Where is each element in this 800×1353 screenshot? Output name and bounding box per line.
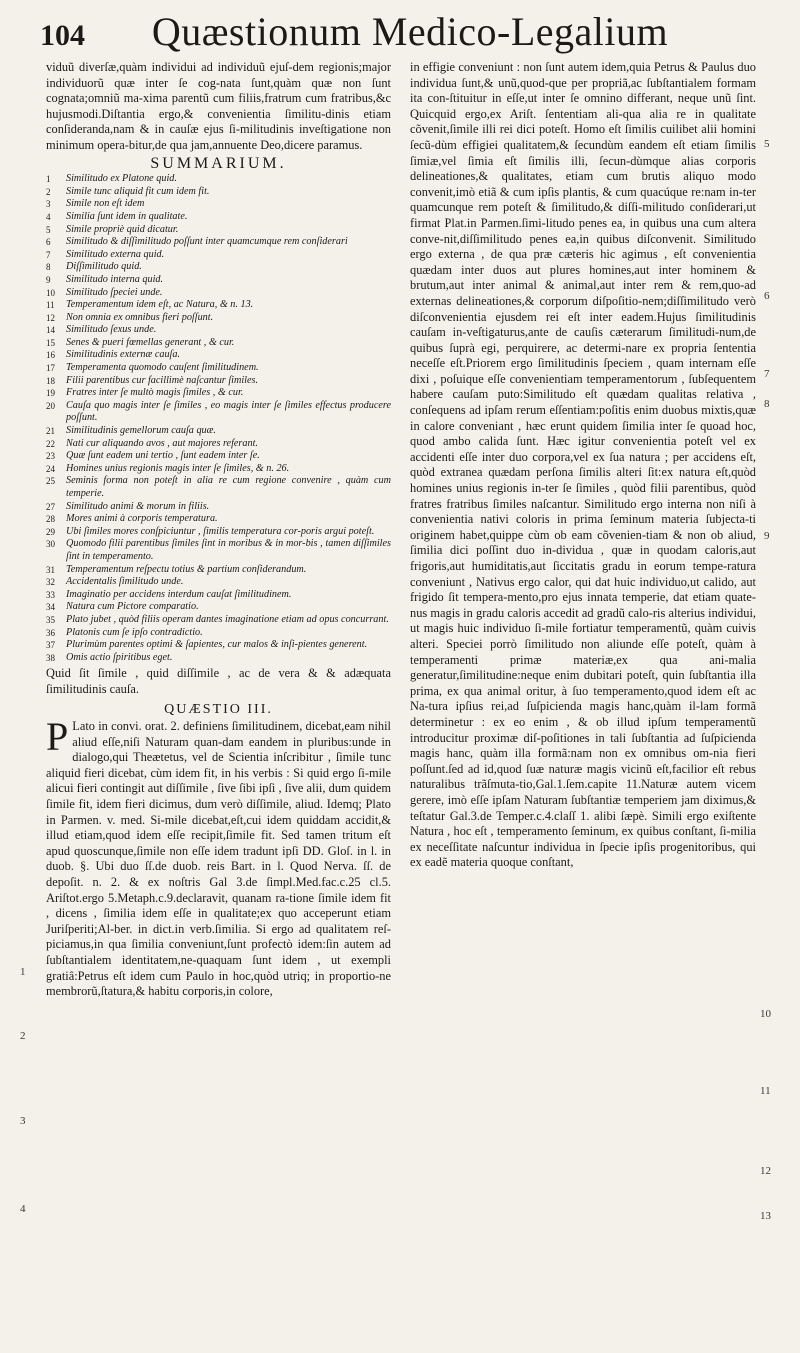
margin-number: 9 <box>764 530 770 542</box>
summary-item-text: Mores animi à corporis temperatura. <box>66 513 218 525</box>
running-title: Quæstionum Medico-Legalium <box>151 9 669 54</box>
summary-item <box>46 274 391 287</box>
question-lead: Quid ſit ſimile , quid diſſimile , ac de vera & & adæquata ſimilitudinis cauſa. <box>46 666 391 696</box>
summary-item <box>46 299 391 312</box>
summary-item-text: Similitudo interna quid. <box>66 273 164 285</box>
summary-item-text: Quomodo filii parentibus ſimiles ſint in moribus & in mor-bis , tamen diſſimiles ſint in temperamento. <box>66 538 391 562</box>
summary-item-text: Seminis forma non poteſt in alia re cum regione convenire , quàm cum temperie. <box>66 475 391 499</box>
summary-item-text: Ubi ſimiles mores conſpiciuntur , ſimilis temperatura cor-poris argui poteſt. <box>66 525 375 537</box>
margin-number: 4 <box>20 1203 26 1215</box>
summary-item-text: Platonis cum ſe ipſo contradictio. <box>66 626 203 638</box>
summary-item-number: 32 <box>46 577 55 588</box>
summary-item-text: Simile tunc aliquid fit cum idem fit. <box>66 185 210 197</box>
summary-item <box>46 614 391 627</box>
margin-number: 8 <box>764 398 770 410</box>
summary-item-number: 25 <box>46 476 55 487</box>
summary-item-text: Quæ ſunt eadem uni tertio , ſunt eadem inter ſe. <box>66 450 260 462</box>
summary-item-number: 12 <box>46 312 55 323</box>
summary-item-number: 30 <box>46 539 55 550</box>
summary-item <box>46 601 391 614</box>
summary-item-number: 3 <box>46 199 51 210</box>
summary-item <box>46 211 391 224</box>
summary-item <box>46 627 391 640</box>
summary-item-number: 19 <box>46 388 55 399</box>
summary-item <box>46 186 391 199</box>
summary-item-number: 11 <box>46 300 55 311</box>
summary-item-text: Imaginatio per accidens interdum cauſat ſimilitudinem. <box>66 588 292 600</box>
summary-item-number: 7 <box>46 249 51 260</box>
summary-item <box>46 349 391 362</box>
intro-paragraph: viduũ diverſæ,quàm individui ad individuũ ejuſ-dem regionis;major individuorũ quæ inter ſe cog-nata ſunt,quàm quæ non ſunt cognata;omniũ ma-xima parentũ cum filiis,fratrum cum fratribus,&c hujusmodi.Diſtantia ergo,& convenientia ſimilitu-dinis etiam conſideranda,nam & in cauſæ ejus ſi-militudinis inveſtigatione non minimum opera-bitur,de qua jam,annuente Deo,dicere paramus. <box>46 60 391 152</box>
summary-item-number: 15 <box>46 337 55 348</box>
summary-item <box>46 173 391 186</box>
summary-item-text: Similitudo ſpeciei unde. <box>66 286 163 298</box>
drop-capital: P <box>46 714 69 760</box>
margin-number: 7 <box>764 368 770 380</box>
summary-item-number: 38 <box>46 652 55 663</box>
summary-item-number: 31 <box>46 564 55 575</box>
question-title: QUÆSTIO III. <box>164 701 273 717</box>
summary-item <box>46 249 391 262</box>
summary-item-text: Natura cum Pictore comparatio. <box>66 601 199 613</box>
summary-item-number: 33 <box>46 589 55 600</box>
summary-item-number: 2 <box>46 186 51 197</box>
summary-item-number: 28 <box>46 514 55 525</box>
summary-item <box>46 463 391 476</box>
summary-item-text: Similia ſunt idem in qualitate. <box>66 210 188 222</box>
summary-item <box>46 526 391 539</box>
margin-number: 1 <box>20 966 26 978</box>
summary-item <box>46 538 391 563</box>
summary-item-number: 20 <box>46 400 55 411</box>
page-number: 104 <box>40 19 85 52</box>
summary-item-number: 23 <box>46 451 55 462</box>
summary-item-text: Omis actio ſpiritibus eget. <box>66 651 173 663</box>
summary-item-text: Simile propriè quid dicatur. <box>66 223 179 235</box>
summary-item-text: Diſſimilitudo quid. <box>66 261 142 273</box>
summary-item <box>46 576 391 589</box>
summary-item-text: Senes & pueri fœmellas generant , & cur. <box>66 336 235 348</box>
summary-item-number: 34 <box>46 602 55 613</box>
summary-item-text: Non omnia ex omnibus fieri poſſunt. <box>66 311 214 323</box>
summary-item-text: Temperamenta quomodo cauſent ſimilitudinem. <box>66 362 259 374</box>
margin-number: 13 <box>760 1210 771 1222</box>
summary-item-number: 8 <box>46 262 51 273</box>
summary-item-number: 35 <box>46 614 55 625</box>
summary-item-text: Temperamentum idem eſt, ac Natura, & n. 13. <box>66 299 254 311</box>
summary-item-number: 6 <box>46 237 51 248</box>
summary-item <box>46 639 391 652</box>
summary-item <box>46 438 391 451</box>
summary-item-number: 18 <box>46 375 55 386</box>
summary-item-number: 37 <box>46 640 55 651</box>
summary-item-text: Nati cur aliquando avos , aut majores referant. <box>66 437 258 449</box>
summary-item-number: 17 <box>46 363 55 374</box>
summary-item-text: Plato jubet , quòd filiis operam dantes imaginatione etiam ad opus concurrant. <box>66 613 389 625</box>
summary-item-text: Homines unius regionis magis inter ſe ſimiles, & n. 26. <box>66 462 290 474</box>
summary-item <box>46 501 391 514</box>
summary-title: SUMMARIUM. <box>150 154 287 172</box>
summary-item-number: 27 <box>46 501 55 512</box>
summary-item <box>46 425 391 438</box>
summary-item-text: Similitudo externa quid. <box>66 248 165 260</box>
summary-item-text: Filii parentibus cur facillimè naſcantur ſimiles. <box>66 374 259 386</box>
summary-item <box>46 324 391 337</box>
summary-item <box>46 387 391 400</box>
summary-item <box>46 400 391 425</box>
summary-item <box>46 198 391 211</box>
summary-item-text: Plurimùm parentes optimi & ſapientes, cur malos & inſi-pientes generent. <box>66 639 368 651</box>
summary-item-number: 22 <box>46 438 55 449</box>
summary-item <box>46 337 391 350</box>
summary-item-number: 24 <box>46 463 55 474</box>
summary-item-text: Cauſa quo magis inter ſe ſimiles , eo magis inter ſe ſimiles effectus producere poſſunt. <box>66 399 391 424</box>
summary-item-number: 10 <box>46 287 55 298</box>
summary-item <box>46 236 391 249</box>
summary-item <box>46 652 391 665</box>
summary-item <box>46 589 391 602</box>
summary-item-number: 9 <box>46 274 51 285</box>
summary-item <box>46 564 391 577</box>
summary-item <box>46 450 391 463</box>
right-body: in effigie conveniunt : non ſunt autem idem,quia Petrus & Paulus duo individua ſunt,& unũ,quod-que per propriã,ac ſubſtantialem formam ita con-ſtituitur in eſſe,ut inter ſe omnino differant, neque unũ ſint. Quicquid ergo,ex Ariſt. ſententiam ali-qua alia re in qualitate cõvenit,ſimile illi rei dici poteſt. Homo eſt ſimilis cuilibet alii homini ſecũ-dùm effigiei qualitatem,& ſecundùm eandem eſt etiam ſimilis ſimiæ,vel ſimia eſt ſimilis illi, ſecun-dùmque alias corporis delineationes,& qualitates, etiam cum brutis aliquo modo convenit,imò etiã & cum ipſis plantis, & cum quacúque re:nam in-ter quamcunque rem poteſt & ſimilitudo,& diſſi-militudo conſiderari,ut firmat Plat.in Parmen.ſimi-litudo penes ea, in quibus una cum altera conve-nit,diſſimilitudo penes ea,in quibus diſconvenit. Similitudo ergo externa , de qua præ cæteris hic agimus , eſt convenientia quædam inter duos aut plures homines,aut inter hominem & brutum,aut inter animal & animal,aut inter rem & rem,quo-ad externas delineationes,& corporum diſpoſitio-nem;diſſimilitudo verò diſconvenientia ejusdem rei eſt inter eadem.Hujus ſimilitudinis cauſam in-veſtigaturus,ante de cauſis cæterarum ſimilitudi-num,de quibus ſuprà egi, perquirere, ac determi-nare ex propria ſententia neceſſe eſt.Priorem ergo ſimilitudinis ſpeciem , quam internam eſſe dixi , poſuique eſſe convenientiam temperamentorum , ſubſequentem habere cauſam puto:Similitudo eſt quædam qualitas relativa , conſequens ad ipſam rerum eſſentiam:poſitis enim duobus mixtis,quæ in calore conveniant , hæc erunt quidem ſimilia inter ſe quoad hoc, quod ambo calida ſunt. Hæc igitur convenientia poteſt vel ex accidenti eſſe inter duo corpora,vel ex ſua natura ; per accidens eſt, quòd extranea quædam perſona ſimilis alteri ſit:ex natura eſt,quòd homines unius regionis in-ter ſe ſimiles , quòd filii parentibus, quòd fratres fratribus ſimiles naſcantur. Similitudo ergo interna non niſi à convenientia nativi coloris in prima ſeminum materia ſubjecta-ti originem habet,quippe cùm ob eam cõvenien-tiam & non ob aliud, ſimilia dici poſſint duo in-dividua , quæ in quodam caloris,aut frigoris,aut humiditatis,aut ſiccitatis gradu in eorum tempe-ratura conveniunt , Nativus ergo calor, qui dat huic individuo,ut calido, aut frigido ſit tempera-mento,pro ejus innata temperie, dat etiam quate-nus magis in gradu caloris accedit ad gradũ calo-ris alterius individui, ut magis huic individuo ſi-mile fortiatur temperamentũ, quàm cuivis alteri. Speciei porrò ſimilitudo non aliunde eſſe poteſt, quàm à temperamenti primæ materiæ,ex qua ani-malia generatur,ſimilitudine:neque enim dubitari poteſt, quin ſubſtantia illa prima, ex qua animal oritur, à ſuo temperamento,quod idem eſt ac Na-tura ipſius rei,ad ſuſpicienda magis hanc,quàm il-lam formã determinetur : ex eo enim , & ob illud ipſum temperamentũ introducitur proximæ diſ-poſitiones in tali ſubſtantia ad ſuſpicienda magis hanc, quàm illa formã:nam non ex omnibus om-nia fieri poſſunt.ſed ad id,quod ſuæ naturæ magis vicinũ eſt,facilior eſt rebus naturalibus trãſmuta-tio,Gal.1.ſem.capite 11.Naturæ autem vicem gerere, imò eſſe ipſam Naturam ſubſtantiæ temperiem jam diximus,& teſtatur Gal.3.de Temper.c.4.claſſ 1. alibi ſæpè. Simili ergo exiſtente Natura , hoc eſt , temperamento ſeminum, ex quibus conſtant, ſi-milia ex neceſſitate naſcuntur individua in ſpecie ipſis progenitoribus, qui ex eadẽ materia quoque conſtant, <box>410 60 756 870</box>
summary-item-number: 16 <box>46 350 55 361</box>
summary-item-number: 5 <box>46 224 51 235</box>
summary-item <box>46 287 391 300</box>
margin-number: 6 <box>764 290 770 302</box>
summary-item-number: 14 <box>46 325 55 336</box>
margin-number: 3 <box>20 1115 26 1127</box>
summary-item-text: Similitudo & diſſimilitudo poſſunt inter quamcumque rem conſiderari <box>66 236 348 248</box>
question-body <box>46 714 391 1000</box>
summary-item-text: Similitudo animi & morum in filiis. <box>66 500 210 512</box>
summary-list <box>46 173 391 664</box>
margin-number: 10 <box>760 1008 771 1020</box>
margin-number: 5 <box>764 138 770 150</box>
margin-number: 11 <box>760 1085 771 1097</box>
summary-item-number: 4 <box>46 211 51 222</box>
summary-item-text: Similitudinis externæ cauſa. <box>66 349 181 361</box>
summary-item-text: Similitudo ex Platone quid. <box>66 173 177 185</box>
left-column <box>46 60 391 1000</box>
question-text: Lato in convi. orat. 2. definiens ſimilitudinem, dicebat,eam nihil aliud eſſe,niſi Naturam quan-dam eandem in pluribus:unde in dialogo,qui Theætetus, vel de Scientia inſcribitur , ſimile tunc aliquid fieri dicebat, cùm idem fit, in his verbis : Si quid ergo ſi-mile alicui fieri contingit aut diſſimile , ſive ſibi ipſi , ſive alii, dum quidem ſimile fit, idem fieri dicimus, dum verò diſſimile, aliud. Idemq; Plato in Parmen. v. med. Si-mile dicebat,eſt,cui idem quiddam accidit,& illud etiam,quod idem eſſe recipit,ſimile fit. Sed tamen tritum eſt apud quoscunque,ſimile non eſſe idem tradunt ipſi DD. Gloſ. in l. in duob. §. Ubi duo ſſ.de duob. reis Bart. in l. Quod Nerva. ſſ. de depoſit. n. 2. & ex noſtris Gal 3.de ſimpl.Med.fac.c.25 cl.5. Ariſtot.ergo 5.Metaph.c.9.declaravit, quanam ra-tione ſimile idem fit , dicens , ſimilia idem eſſe in qualitate;ex quo acceperunt etiam Juriſperiti;Al-ber. in dict.in verb.ſimilia. Si ergo ad qualitatem reſ-piciamus,in qua ſimilia conveniunt,ſunt profectò idem:ſin autem ad ſubſtantialem identitatem,ne-quaquam ſunt idem , ut exempli gratiâ:Petrus eſt idem cum Paulo in hoc,quòd utriq; in proportio-ne membrorũ,ſtatura,& habitu corporis,in colore, <box>46 719 391 999</box>
summary-item <box>46 513 391 526</box>
margin-number: 12 <box>760 1165 771 1177</box>
summary-item-number: 36 <box>46 627 55 638</box>
summary-item <box>46 312 391 325</box>
summary-item-text: Temperamentum reſpectu totius & partium conſiderandum. <box>66 563 307 575</box>
summary-item-text: Simile non eſt idem <box>66 198 145 210</box>
summary-item <box>46 375 391 388</box>
summary-item <box>46 362 391 375</box>
summary-item-number: 21 <box>46 426 55 437</box>
summary-item <box>46 475 391 500</box>
summary-item-number: 29 <box>46 526 55 537</box>
summary-item <box>46 261 391 274</box>
margin-number: 2 <box>20 1030 26 1042</box>
page-header <box>40 8 780 56</box>
summary-item-number: 1 <box>46 174 51 185</box>
right-column <box>410 60 756 871</box>
summary-item-text: Accidentalis ſimilitudo unde. <box>66 576 184 588</box>
summary-item <box>46 224 391 237</box>
summary-item-text: Similitudo ſexus unde. <box>66 324 157 336</box>
summary-item-text: Similitudinis gemellorum cauſa quæ. <box>66 425 216 437</box>
summary-item-text: Fratres inter ſe multò magis ſimiles , & cur. <box>66 387 244 399</box>
